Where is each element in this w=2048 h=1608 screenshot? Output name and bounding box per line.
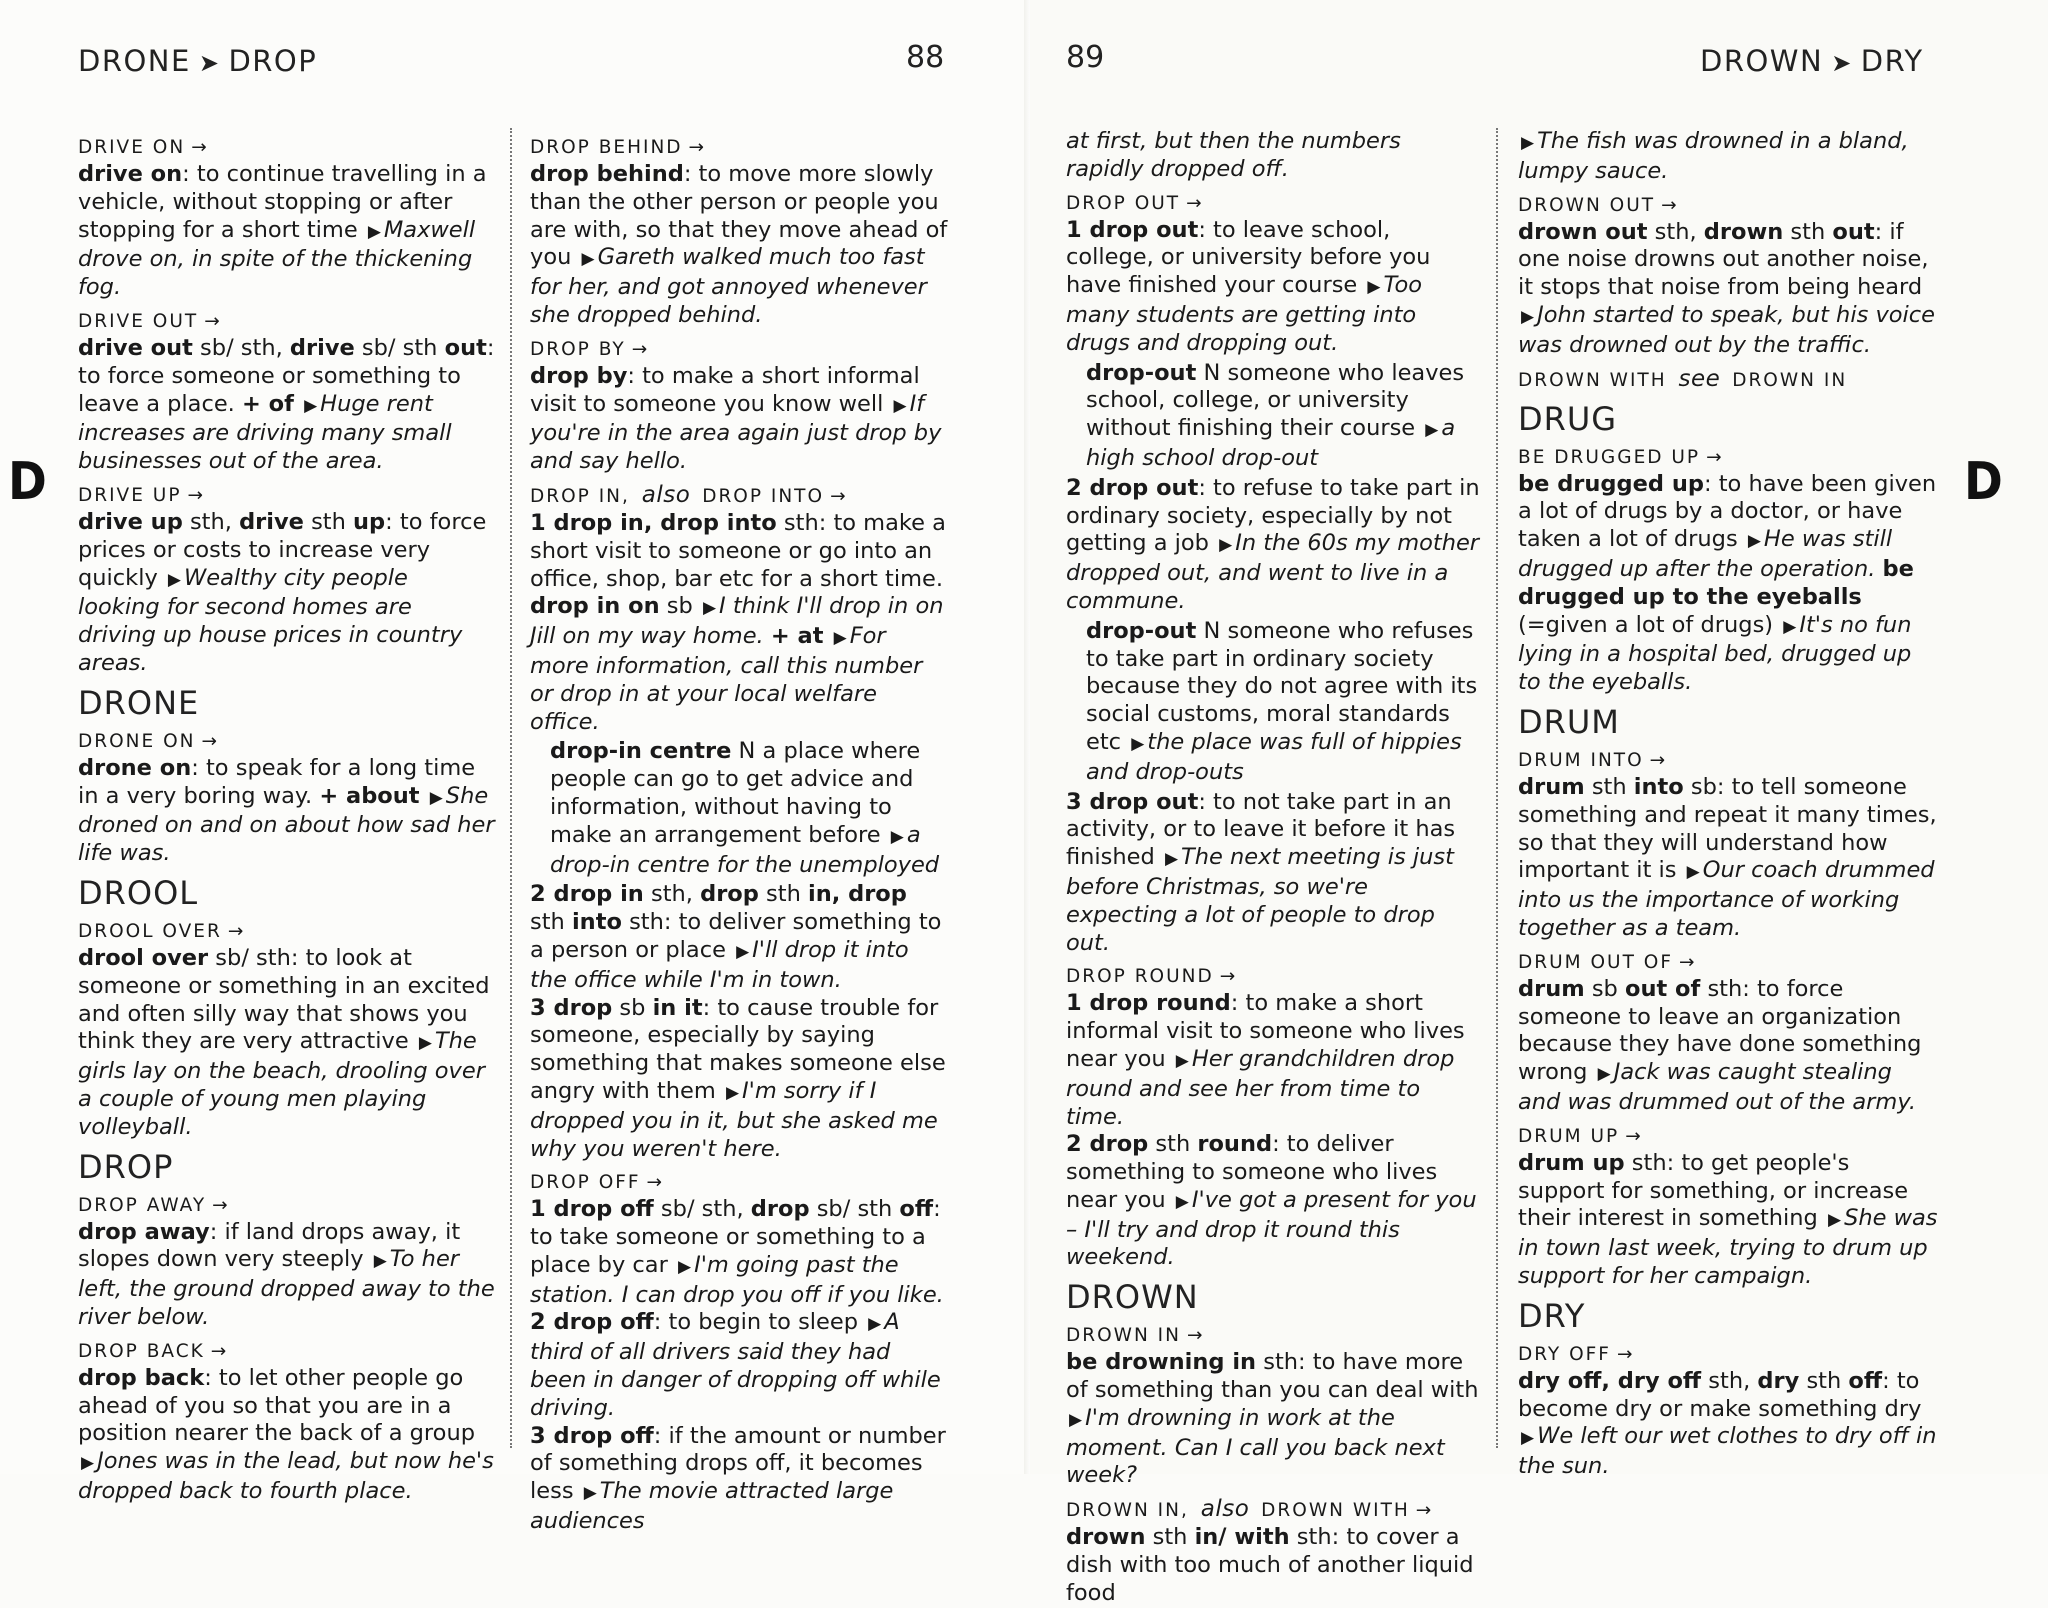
headword: DRUM — [1518, 702, 1620, 741]
phrasal-verb-heading: DROWN IN → — [1066, 1325, 1203, 1347]
definition-entry: drum sth into sb: to tell someone something and repeat it many times, so that they will understand how important it is ▶ Our coach drummed into us the importance of working together as a team. — [1518, 773, 1937, 941]
running-head-start: DRONE — [78, 44, 191, 78]
thumb-tab-right: D — [1964, 452, 2003, 512]
derived-entry: drop-out N someone who refuses to take part in ordinary society because they do not agree with its social customs, moral standards etc ▶ the place was full of hippies and drop-outs — [1086, 617, 1478, 785]
phrasal-verb-heading: DROP OFF → — [530, 1172, 663, 1194]
arrow-right-icon: ➤ — [1831, 49, 1853, 77]
definition-entry: drum sb out of sth: to force someone to leave an organization because they have done something wrong ▶ Jack was caught stealing and was drummed out of the army. — [1518, 975, 1922, 1115]
definition-entry: 2 drop in sth, drop sth in, drop sth into sth: to deliver something to a person or place ▶ I'll drop it into the office while I'm in town. — [530, 881, 942, 993]
definition-entry: 1 drop in, drop into sth: to make a short visit to someone or go into an office, shop, bar etc for a short time. drop in on sb ▶ I think I'll drop in on Jill on my way home. + at ▶ For more information, call this number or drop in at your local welfare office. — [530, 509, 946, 735]
phrasal-verb-heading: DROOL OVER → — [78, 920, 244, 942]
running-head-left — [78, 44, 317, 78]
column-4 — [1518, 128, 1938, 1481]
definition-entry: 1 drop round: to make a short informal visit to someone who lives near you ▶ Her grandchildren drop round and see her from time to time. — [1066, 990, 1465, 1130]
phrasal-verb-heading: DRIVE UP → — [78, 484, 203, 506]
running-head-end: DROP — [228, 44, 318, 78]
headword: DROP — [78, 1147, 174, 1186]
phrasal-verb-heading: DRIVE OUT → — [78, 310, 220, 332]
definition-entry: drive out sb/ sth, drive sb/ sth out: to force someone or something to leave a place. + of ▶ Huge rent increases are driving many small businesses out of the area. — [78, 334, 495, 475]
definition-entry: 3 drop off: if the amount or number of something drops off, it becomes less ▶ The movie attracted large audiences — [530, 1422, 946, 1535]
phrasal-verb-heading: DROWN WITH see DROWN IN — [1518, 365, 1848, 392]
phrasal-verb-heading: DROWN OUT → — [1518, 194, 1677, 216]
column-3 — [1066, 128, 1484, 1608]
definition-entry: 2 drop off: to begin to sleep ▶ A third of all drivers said they had been in danger of dropping off while driving. — [530, 1309, 941, 1421]
column-1 — [78, 128, 496, 1506]
definition-entry: ▶ The fish was drowned in a bland, lumpy sauce. — [1518, 128, 1909, 184]
phrasal-verb-heading: BE DRUGGED UP → — [1518, 446, 1722, 468]
headword: DRY — [1518, 1296, 1586, 1335]
phrasal-verb-heading: DROP BACK → — [78, 1340, 227, 1362]
phrasal-verb-heading: DROP BY → — [530, 338, 648, 360]
phrasal-verb-heading: DROP BEHIND → — [530, 137, 705, 158]
definition-entry: at first, but then the numbers rapidly dropped off. — [1066, 128, 1401, 182]
definition-entry: drive on: to continue travelling in a vehicle, without stopping or after stopping for a short time ▶ Maxwell drove on, in spite of the thickening fog. — [78, 161, 487, 301]
thumb-tab-left: D — [8, 452, 47, 512]
phrasal-verb-heading: DRUM INTO → — [1518, 749, 1666, 771]
definition-entry: 2 drop out: to refuse to take part in ordinary society, especially by not getting a job ▶ In the 60s my mother dropped out, and went to live in a commune. — [1066, 474, 1480, 614]
definition-entry: drop away: if land drops away, it slopes down very steeply ▶ To her left, the ground dropped away to the river below. — [78, 1218, 495, 1330]
definition-entry: be drowning in sth: to have more of something than you can deal with ▶ I'm drowning in work at the moment. Can I call you back next week? — [1066, 1349, 1479, 1489]
running-head-start: DROWN — [1700, 44, 1824, 78]
headword: DROWN — [1066, 1278, 1199, 1317]
definition-entry: drown out sth, drown sth out: if one noise drowns out another noise, it stops that noise from being heard ▶ John started to speak, but his voice was drowned out by the traffic. — [1518, 218, 1935, 358]
definition-entry: 1 drop off sb/ sth, drop sb/ sth off: to take someone or something to a place by car ▶ I'm going past the station. I can drop you off if you like. — [530, 1196, 944, 1308]
running-head-end: DRY — [1860, 44, 1924, 78]
definition-entry: drone on: to speak for a long time in a very boring way. + about ▶ She droned on and on about how sad her life was. — [78, 754, 495, 867]
definition-entry: 3 drop sb in it: to cause trouble for someone, especially by saying something that makes someone else angry with them ▶ I'm sorry if I dropped you in it, but she asked me why you weren't here. — [530, 994, 946, 1162]
definition-entry: drive up sth, drive sth up: to force prices or costs to increase very quickly ▶ Wealthy city people looking for second homes are driving up house prices in country areas. — [78, 508, 487, 676]
phrasal-verb-heading: DRONE ON → — [78, 730, 217, 752]
phrasal-verb-heading: DROP IN, also DROP INTO → — [530, 481, 846, 508]
definition-entry: dry off, dry off sth, dry sth off: to become dry or make something dry ▶ We left our wet clothes to dry off in the sun. — [1518, 1367, 1937, 1480]
left-page — [0, 0, 1030, 1535]
phrasal-verb-heading: DROP OUT → — [1066, 192, 1202, 214]
column-2 — [530, 128, 948, 1536]
definition-entry: 1 drop out: to leave school, college, or university before you have finished your course ▶ Too many students are getting into drugs and dropping out. — [1066, 216, 1431, 356]
definition-entry: 2 drop sth round: to deliver something to someone who lives near you ▶ I've got a present for you – I'll try and drop it round this weekend. — [1066, 1131, 1477, 1271]
definition-entry: drop behind: to move more slowly than the other person or people you are with, so that they move ahead of you ▶ Gareth walked much too fast for her, and got annoyed whenever she dropped behind. — [530, 161, 948, 328]
headword: DROOL — [78, 873, 199, 912]
definition-entry: 3 drop out: to not take part in an activity, or to leave it before it has finished ▶ The next meeting is just before Christmas, so we're expecting a lot of people to drop out. — [1066, 788, 1456, 956]
phrasal-verb-heading: DRY OFF → — [1518, 1343, 1633, 1365]
running-head-right — [1700, 44, 1924, 78]
headword: DRONE — [78, 683, 200, 722]
column-divider — [1496, 128, 1498, 1448]
arrow-right-icon: ➤ — [198, 49, 221, 77]
phrasal-verb-heading: DRUM OUT OF → — [1518, 951, 1695, 973]
definition-entry: be drugged up: to have been given a lot of drugs by a doctor, or have taken a lot of drugs ▶ He was still drugged up after the operation. be drugged up to the eyeballs (=given a lot of drugs) ▶ It's no fun lying in a hospital bed, drugged up to the eyeballs. — [1518, 470, 1937, 696]
phrasal-verb-heading: DROP ROUND → — [1066, 966, 1236, 988]
page-number-left: 88 — [906, 40, 945, 75]
page-number-right: 89 — [1066, 40, 1105, 75]
headword: DRUG — [1518, 399, 1618, 438]
column-divider — [510, 128, 512, 1448]
derived-entry: drop-out N someone who leaves school, college, or university without finishing their course ▶ a high school drop-out — [1086, 359, 1465, 471]
derived-entry: drop-in centre N a place where people can go to get advice and information, without having to make an arrangement before ▶ a drop-in centre for the unemployed — [550, 738, 940, 878]
phrasal-verb-heading: DRUM UP → — [1518, 1125, 1641, 1147]
definition-entry: drop back: to let other people go ahead of you so that you are in a position nearer the back of a group ▶ Jones was in the lead, but now he's dropped back to fourth place. — [78, 1364, 494, 1504]
phrasal-verb-heading: DRIVE ON → — [78, 137, 207, 158]
definition-entry: drool over sb/ sth: to look at someone or something in an excited and often silly way that shows you think they are very attractive ▶ The girls lay on the beach, drooling over a couple of young men playing volleyball. — [78, 944, 490, 1140]
definition-entry: drop by: to make a short informal visit to someone you know well ▶ If you're in the area again just drop by and say hello. — [530, 362, 942, 475]
definition-entry: drown sth in/ with sth: to cover a dish with too much of another liquid food — [1066, 1524, 1474, 1606]
definition-entry: drum up sth: to get people's support for something, or increase their interest in something ▶ She was in town last week, trying to drum up support for her campaign. — [1518, 1149, 1938, 1289]
phrasal-verb-heading: DROP AWAY → — [78, 1194, 228, 1216]
phrasal-verb-heading: DROWN IN, also DROWN WITH → — [1066, 1496, 1432, 1523]
